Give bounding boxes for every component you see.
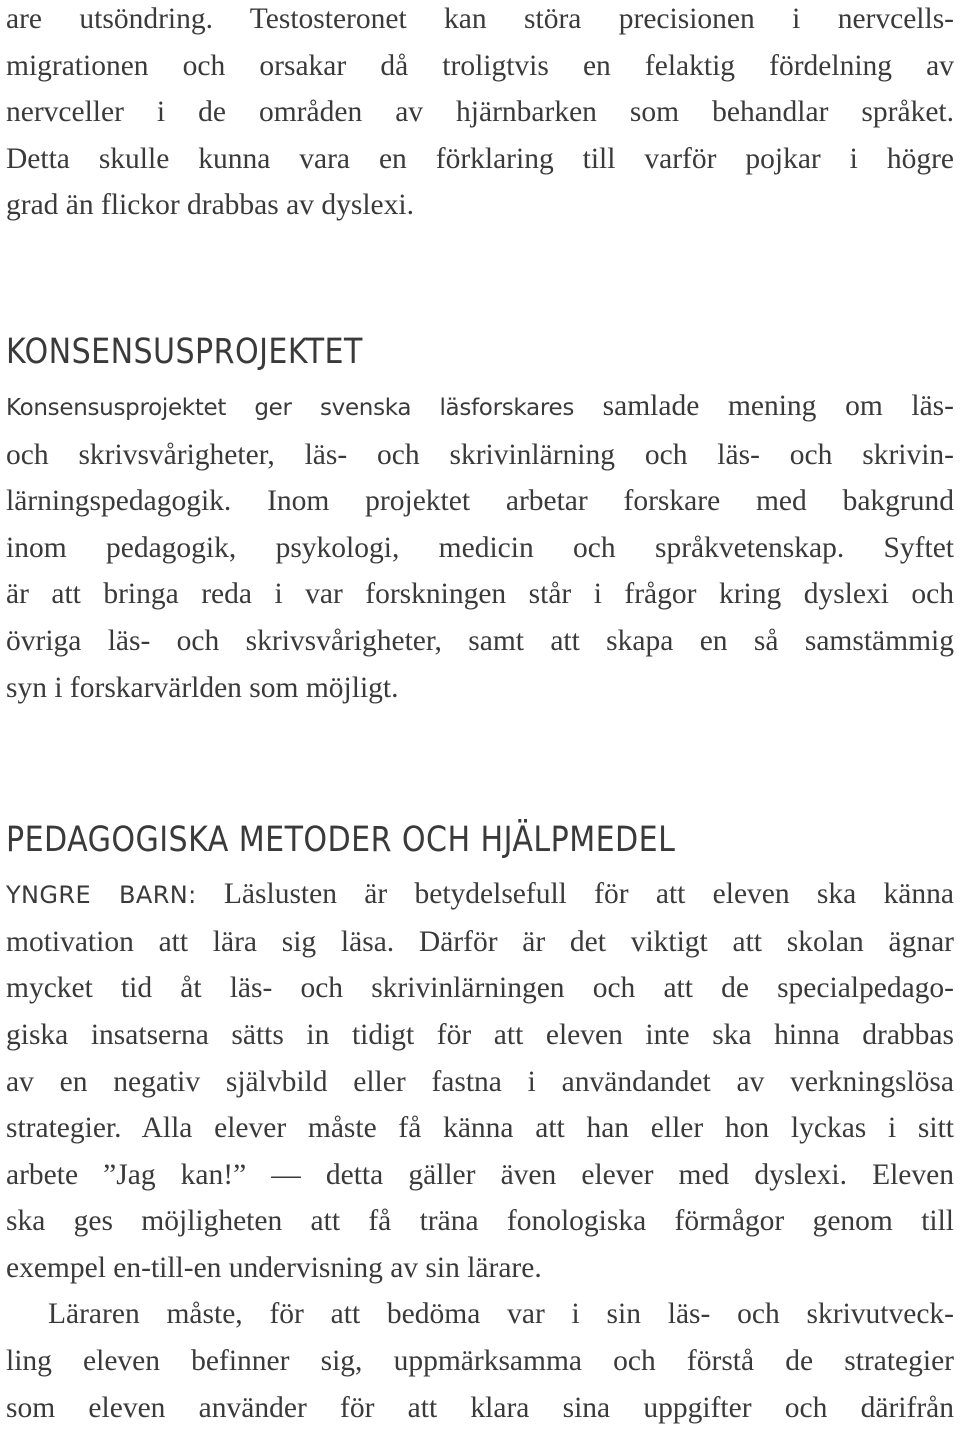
- text-line: och skrivsvårigheter, läs- och skrivinlärning och läs- och skrivin-: [6, 438, 954, 471]
- yngre-barn-paragraph: [6, 871, 954, 1291]
- text-line: strategier. Alla elever måste få känna att han eller hon lyckas i sitt: [6, 1112, 954, 1145]
- text-line: are utsöndring. Testosteronet kan störa precisionen i nervcells-: [6, 3, 954, 35]
- text-line: motivation att lära sig läsa. Därför är det viktigt att skolan ägnar: [6, 925, 954, 958]
- text-line: mycket tid åt läs- och skrivinlärningen och att de specialpedago-: [6, 972, 954, 1005]
- intro-paragraph: [6, 0, 954, 229]
- text-line: inom pedagogik, psykologi, medicin och språkvetenskap. Syftet: [6, 531, 954, 564]
- text-line: arbete ”Jag kan!” — detta gäller även elever med dyslexi. Eleven: [6, 1158, 954, 1191]
- text-line: övriga läs- och skrivsvårigheter, samt att skapa en så samstämmig: [6, 624, 954, 657]
- text-line: Läraren måste, för att bedöma var i sin läs- och skrivutveck-: [48, 1298, 954, 1331]
- text-line: [6, 871, 954, 919]
- lead-line-rest: Läslusten är betydelsefull för att eleven ska känna: [196, 878, 954, 911]
- konsensus-paragraph: [6, 383, 954, 711]
- text-line: exempel en-till-en undervisning av sin lärare.: [6, 1251, 542, 1284]
- text-line: av en negativ självbild eller fastna i användandet av verkningslösa: [6, 1065, 954, 1098]
- text-line: är att bringa reda i var forskningen står i frågor kring dyslexi och: [6, 578, 954, 611]
- text-line: giska insatserna sätts in tidigt för att eleven inte ska hinna drabbas: [6, 1018, 954, 1051]
- text-line: Detta skulle kunna vara en förklaring till varför pojkar i högre: [6, 142, 954, 175]
- lead-in-text: YNGRE BARN:: [6, 881, 197, 910]
- text-line: nervceller i de områden av hjärnbarken som behandlar språket.: [6, 96, 954, 129]
- text-line: lärningspedagogik. Inom projektet arbetar forskare med bakgrund: [6, 485, 954, 518]
- text-line: ling eleven befinner sig, uppmärksamma och förstå de strategier: [6, 1345, 954, 1378]
- text-line: grad än flickor drabbas av dyslexi.: [6, 189, 414, 222]
- section-heading-pedagogiska-metoder: PEDAGOGISKA METODER OCH HJÄLPMEDEL: [6, 820, 676, 861]
- text-line: ska ges möjligheten att få träna fonologiska förmågor genom till: [6, 1205, 954, 1238]
- lead-line-rest: samlade mening om läs-: [574, 389, 954, 422]
- text-line: migrationen och orsakar då troligtvis en felaktig fördelning av: [6, 49, 954, 82]
- text-line: syn i forskarvärlden som möjligt.: [6, 671, 399, 704]
- text-line: som eleven använder för att klara sina uppgifter och därifrån: [6, 1391, 954, 1424]
- lead-in-text: Konsensusprojektet ger svenska läsforskares: [6, 394, 575, 421]
- document-page: [6, 0, 954, 1431]
- text-line: [6, 383, 954, 432]
- lararen-paragraph: [6, 1291, 954, 1431]
- section-heading-konsensusprojektet: KONSENSUSPROJEKTET: [6, 331, 363, 372]
